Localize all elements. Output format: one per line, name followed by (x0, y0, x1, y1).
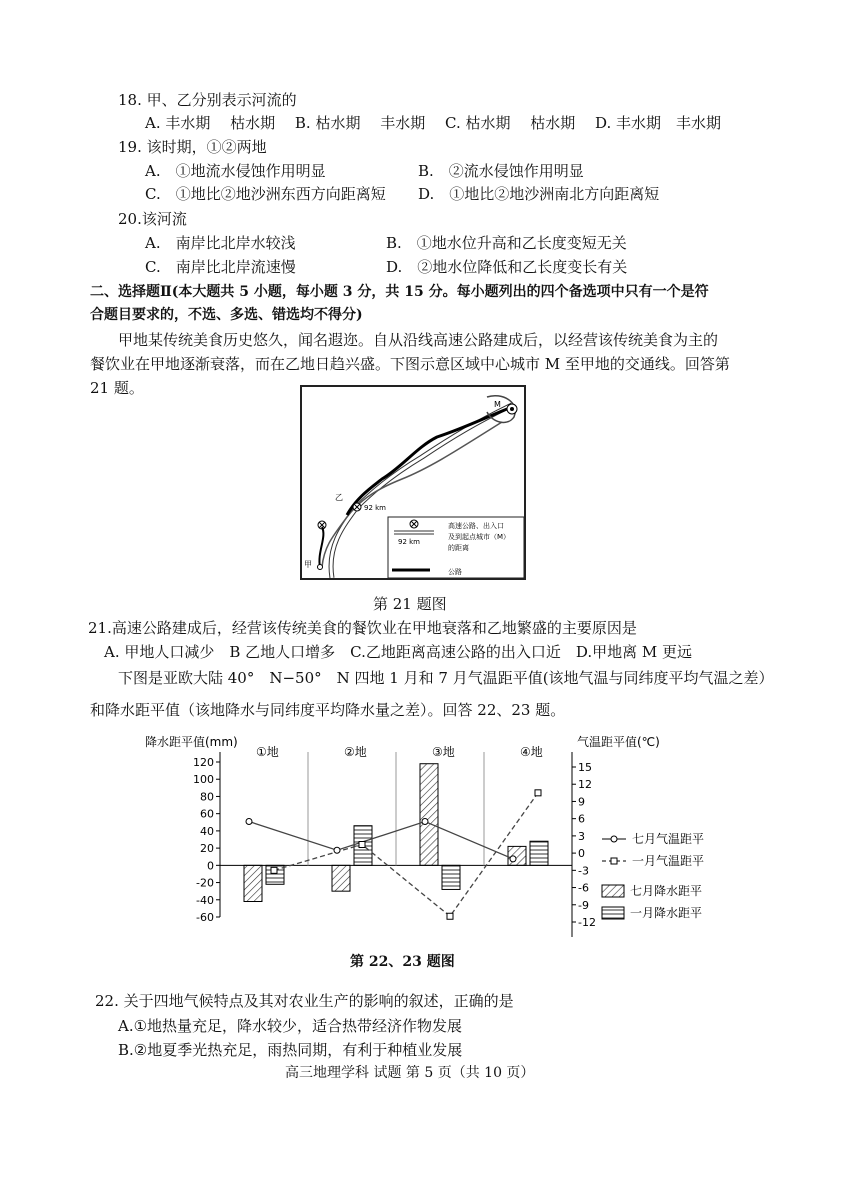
point-january-temp (535, 790, 541, 796)
q19-option-c: C. ①地比②地沙洲东西方向距离短 (145, 185, 386, 203)
category-label: ①地 (256, 745, 279, 759)
tick-label-right: -3 (578, 864, 589, 878)
tick-label-right: -12 (578, 916, 596, 929)
m-city-dot-icon (510, 407, 514, 411)
legend-label-january-temp: 一月气温距平 (632, 854, 705, 868)
point-july-temp (246, 819, 252, 825)
q18-stem: 18. 甲、乙分别表示河流的 (118, 91, 297, 109)
category-label: ③地 (432, 745, 455, 759)
jia-dot-icon (318, 565, 323, 570)
tick-label-left: 0 (207, 859, 214, 873)
ylabel-left: 降水距平值(mm) (145, 735, 238, 749)
tick-label-left: 40 (200, 824, 214, 838)
bar-july-precip (420, 764, 438, 866)
tick-label-left: -60 (196, 911, 214, 924)
bar-january-precip (530, 841, 548, 865)
category-label: ②地 (344, 745, 367, 759)
tick-label-left: -40 (196, 893, 214, 907)
tick-label-right: -6 (578, 881, 589, 895)
q20-option-b: B. ①地水位升高和乙长度变短无关 (386, 234, 627, 252)
passage22-line1: 下图是亚欧大陆 40° N−50° N 四地 1 月和 7 月气温距平值(该地气温与同纬度平均气温之差） (118, 669, 774, 687)
point-january-temp (447, 913, 453, 919)
q21-options: A. 甲地人口减少 B 乙地人口增多 C.乙地距离高速公路的出入口近 D.甲地离 M 更远 (104, 643, 693, 661)
chart-caption: 第 22、23 题图 (350, 954, 455, 970)
point-july-temp (422, 819, 428, 825)
section2-heading-line2: 合题目要求的，不选、多选、错选均不得分) (90, 307, 363, 323)
passage21-line3: 21 题。 (90, 379, 144, 397)
q22-option-b: B.②地夏季光热充足，雨热同期，有利于种植业发展 (118, 1041, 463, 1059)
q19-option-a: A. ①地流水侵蚀作用明显 (145, 162, 326, 180)
section2-heading-line1: 二、选择题Ⅱ(本大题共 5 小题，每小题 3 分，共 15 分。每小题列出的四个备选项中只有一个是符 (90, 284, 709, 300)
tick-label-right: -9 (578, 898, 589, 912)
legend-dist-text: 92 km (398, 538, 421, 546)
q20-option-d: D. ②地水位降低和乙长度变长有关 (386, 258, 628, 276)
road-bold (347, 409, 507, 515)
q19-stem: 19. 该时期，①②两地 (118, 138, 267, 156)
point-january-temp (271, 867, 277, 873)
tick-label-right: 6 (578, 812, 585, 826)
legend-marker-july (611, 836, 617, 842)
label-yi: 乙 (335, 493, 343, 502)
legend-marker-january (611, 858, 617, 864)
tick-label-left: 80 (200, 790, 214, 804)
point-july-temp (334, 847, 340, 853)
tick-label-right: 0 (578, 847, 585, 861)
q21-stem: 21.高速公路建成后，经营该传统美食的餐饮业在甲地衰落和乙地繁盛的主要原因是 (88, 619, 637, 637)
bar-july-precip (244, 865, 262, 901)
map-drawing (302, 387, 524, 578)
legend-swatch-july-precip (602, 885, 624, 897)
legend-swatch-january-precip (602, 907, 624, 919)
tick-label-left: 120 (193, 756, 214, 769)
transport-map (300, 385, 526, 580)
legend-road-text: 公路 (448, 568, 462, 576)
bar-july-precip (332, 865, 350, 891)
bar-july-precip (508, 846, 526, 865)
q19-option-b: B. ②流水侵蚀作用明显 (418, 162, 584, 180)
legend-label-july-precip: 七月降水距平 (630, 884, 703, 898)
category-label: ④地 (520, 745, 543, 759)
tick-label-left: 100 (193, 773, 214, 787)
line-january-temp (274, 793, 538, 916)
map-caption: 第 21 题图 (373, 595, 447, 613)
tick-label-right: 9 (578, 795, 585, 809)
line-july-temp (249, 822, 513, 859)
tick-label-right: 3 (578, 829, 585, 843)
q22-option-a: A.①地热量充足，降水较少，适合热带经济作物发展 (118, 1017, 463, 1035)
legend-exit-text1: 高速公路、出入口 (448, 522, 504, 530)
q20-option-c: C. 南岸比北岸流速慢 (145, 258, 296, 276)
page-footer: 高三地理学科 试题 第 5 页（共 10 页） (285, 1065, 535, 1081)
q20-option-a: A. 南岸比北岸水较浅 (145, 234, 296, 252)
label-m: M (494, 400, 501, 409)
legend-label-july-temp: 七月气温距平 (632, 832, 705, 846)
tick-label-left: 20 (200, 842, 214, 856)
passage22-line2: 和降水距平值（该地降水与同纬度平均降水量之差）。回答 22、23 题。 (90, 701, 566, 719)
tick-label-left: -20 (196, 876, 214, 890)
point-july-temp (510, 856, 516, 862)
tick-label-left: 60 (200, 807, 214, 821)
q20-stem: 20.该河流 (118, 210, 187, 228)
legend-exit-text2: 及到起点城市（M） (448, 533, 511, 541)
bar-january-precip (442, 865, 460, 889)
climate-anomaly-chart (140, 732, 740, 972)
q22-stem: 22. 关于四地气候特点及其对农业生产的影响的叙述，正确的是 (95, 992, 514, 1010)
label-jia: 甲 (304, 560, 312, 569)
legend-exit-text3: 的距离 (448, 544, 469, 552)
point-january-temp (359, 842, 365, 848)
legend-label-january-precip: 一月降水距平 (630, 906, 703, 920)
passage21-line2: 餐饮业在甲地逐渐衰落，而在乙地日趋兴盛。下图示意区域中心城市 M 至甲地的交通线。回答第 (90, 355, 730, 373)
tick-label-right: 15 (578, 761, 592, 774)
label-dist: 92 km (364, 504, 387, 512)
tick-label-right: 12 (578, 778, 592, 792)
q18-options: A. 丰水期 枯水期 B. 枯水期 丰水期 C. 枯水期 枯水期 D. 丰水期 丰水期 (145, 114, 722, 132)
q19-option-d: D. ①地比②地沙洲南北方向距离短 (418, 185, 660, 203)
passage21-line1: 甲地某传统美食历史悠久，闻名遐迩。自从沿线高速公路建成后，以经营该传统美食为主的 (118, 331, 719, 349)
ylabel-right: 气温距平值(℃) (577, 735, 660, 749)
